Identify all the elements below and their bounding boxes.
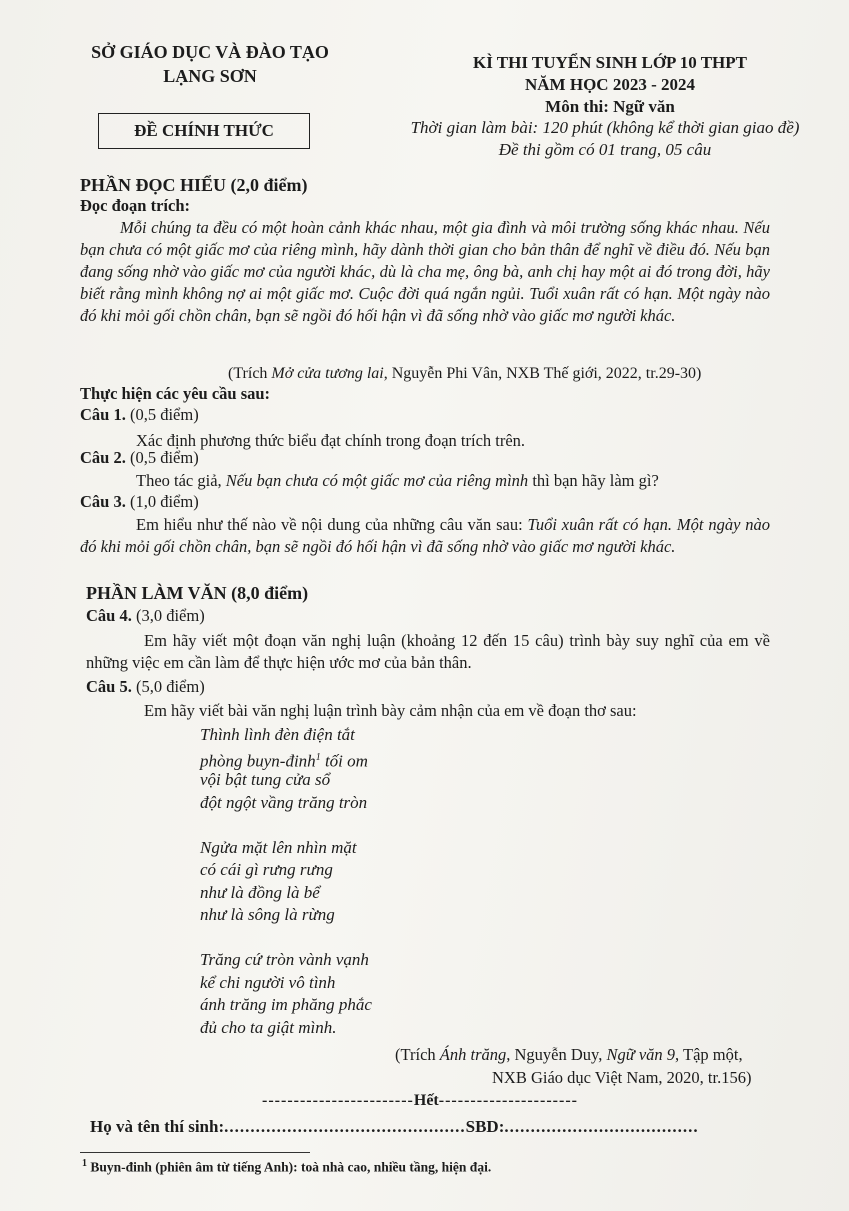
poem-stanza-break: [200, 814, 372, 837]
poem-stanza-break: [200, 927, 372, 950]
exam-title: KÌ THI TUYỂN SINH LỚP 10 THPT: [473, 53, 747, 72]
question-3-header: Câu 3. (1,0 điểm): [80, 492, 199, 511]
poem-line: Ngửa mặt lên nhìn mặt: [200, 837, 357, 857]
poem-source-line-1: (Trích Ánh trăng, Nguyễn Duy, Ngữ văn 9, Tập một,: [395, 1045, 743, 1064]
footnote-marker: 1: [315, 751, 321, 763]
passage-label: Đọc đoạn trích:: [80, 196, 190, 215]
poem: [200, 724, 372, 1039]
poem-line: Trăng cứ tròn vành vạnh: [200, 950, 369, 969]
exam-header: [405, 52, 815, 118]
question-4-header: Câu 4. (3,0 điểm): [86, 606, 205, 625]
poem-source-line-2: NXB Giáo dục Việt Nam, 2020, tr.156): [492, 1068, 752, 1087]
question-5-text: Em hãy viết bài văn nghị luận trình bày cảm nhận của em về đoạn thơ sau:: [144, 701, 637, 720]
reading-passage: Mỗi chúng ta đều có một hoàn cảnh khác nhau, một gia đình và môi trường sống khác nhau. Nếu bạn chưa có một giấc mơ của riêng mình, hãy dành thời gian cho bản thân để nghĩ về điều đó. Nếu bạn đang sống nhờ vào giấc mơ của người khác, dù là cha mẹ, ông bà, anh chị hay một ai đó trong đời, hãy biết rằng mình không nợ ai một giấc mơ. Cuộc đời quá ngắn ngủi. Tuổi xuân rất có hạn. Một ngày nào đó khi mỏi gối chồn chân, bạn sẽ ngồi đó hối hận vì đã sống nhờ vào giấc mơ người khác.: [80, 218, 770, 325]
poem-line: như là đồng là bể: [200, 882, 320, 902]
exam-page-count: Đề thi gồm có 01 trang, 05 câu: [498, 140, 712, 159]
question-2-text: Theo tác giả, Nếu bạn chưa có một giấc mơ của riêng mình thì bạn hãy làm gì?: [136, 471, 659, 490]
province-name: LẠNG SƠN: [163, 66, 257, 86]
poem-line: Thình lình đèn điện tắt: [200, 725, 355, 744]
footnote: $^1$ Buyn-đinh (phiên âm từ tiếng Anh): toà nhà cao, nhiều tầng, hiện đại.: [82, 1158, 492, 1175]
poem-line: đột ngột vầng trăng tròn: [200, 792, 368, 812]
sbd-label: SBD:: [465, 1117, 505, 1136]
poem-line: vội bật tung cửa sổ: [200, 770, 331, 789]
exam-info: [380, 117, 830, 161]
question-3-text: Em hiểu như thế nào về nội dung của những câu văn sau: Tuổi xuân rất có hạn. Một ngày nào đó khi mỏi gối chồn chân, bạn sẽ ngồi đó hối hận vì đã sống nhờ vào giấc mơ người khác.: [80, 515, 770, 556]
poem-line: ánh trăng im phăng phắc: [200, 995, 372, 1014]
passage-source: (Trích Mở cửa tương lai, Nguyễn Phi Vân, NXB Thế giới, 2022, tr.29-30): [228, 365, 702, 382]
department-name: SỞ GIÁO DỤC VÀ ĐÀO TẠO: [91, 42, 329, 62]
footnote-divider: [80, 1152, 310, 1153]
question-1-header: Câu 1. (0,5 điểm): [80, 405, 199, 424]
end-mark: ------------------------Hết----------------------: [262, 1092, 578, 1109]
poem-line: phòng buyn-đinh$^1$ tối om: [200, 751, 368, 771]
question-4-text: Em hãy viết một đoạn văn nghị luận (khoảng 12 đến 15 câu) trình bày suy nghĩ của em về những việc em cần làm để thực hiện ước mơ của bản thân.: [86, 631, 770, 672]
exam-duration: Thời gian làm bài: 120 phút (không kể thời gian giao đề): [410, 118, 800, 137]
poem-line: kể chi người vô tình: [200, 972, 336, 992]
question-1-text: Xác định phương thức biểu đạt chính trong đoạn trích trên.: [136, 431, 526, 450]
poem-line: đủ cho ta giật mình.: [200, 1017, 337, 1037]
school-year: NĂM HỌC 2023 - 2024: [525, 75, 695, 94]
question-2-header: Câu 2. (0,5 điểm): [80, 448, 199, 467]
writing-section-title: PHẦN LÀM VĂN (8,0 điểm): [86, 583, 309, 603]
poem-line: có cái gì rưng rưng: [200, 860, 333, 879]
official-exam-badge: ĐỀ CHÍNH THỨC: [98, 113, 310, 149]
subject: Môn thi: Ngữ văn: [545, 97, 675, 116]
question-5-header: Câu 5. (5,0 điểm): [86, 677, 205, 696]
department-header: [60, 40, 360, 88]
reading-section-title: PHẦN ĐỌC HIỂU (2,0 điểm): [80, 175, 308, 195]
candidate-name-label: Họ và tên thí sinh:: [90, 1117, 225, 1136]
candidate-info-line: Họ và tên thí sinh:..............................................SBD:.....................................: [90, 1117, 699, 1136]
tasks-label: Thực hiện các yêu cầu sau:: [80, 384, 271, 403]
poem-line: như là sông là rừng: [200, 905, 335, 924]
